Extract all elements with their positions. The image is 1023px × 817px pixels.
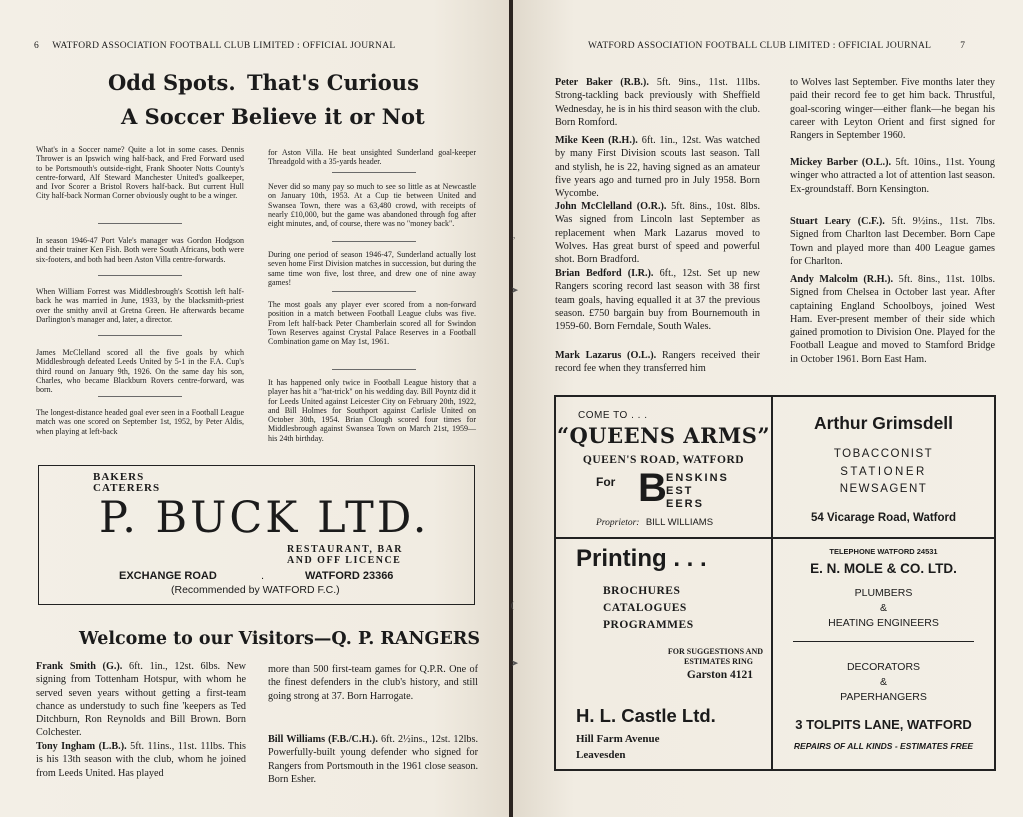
castle-company: H. L. Castle Ltd. xyxy=(576,705,716,726)
player-details: more than 500 first-team games for Q.P.R. One of the finest defenders in the club's history, and still going strong at 37. Born Harrogate. xyxy=(268,664,478,702)
player-name: Mark Lazarus (O.L.). xyxy=(555,350,657,361)
mole-amp-1: & xyxy=(879,602,887,614)
mole-advert xyxy=(773,539,994,769)
queens-name: “QUEENS ARMS” xyxy=(556,423,771,448)
left-header xyxy=(34,41,395,51)
margin-mark: ‏( xyxy=(511,600,514,610)
mole-trade-2: HEATING ENGINEERS xyxy=(828,617,939,629)
player-brian-bedford xyxy=(555,267,760,333)
player-tony-ingham xyxy=(36,740,246,780)
proprietor-label: Proprietor: xyxy=(596,518,640,528)
right-page xyxy=(513,0,1023,817)
buck-bakers: BAKERS xyxy=(93,471,145,483)
buck-services-1: RESTAURANT, BAR xyxy=(287,544,404,555)
player-name: Andy Malcolm (R.H.). xyxy=(790,274,894,285)
welcome-title: Welcome to our Visitors—Q. P. RANGERS xyxy=(79,629,480,649)
player-details: 5ft. 9½ins., 11st. 7lbs. Signed from Charlton last December. Born Cape Town and played more than 400 League games for Charlton. xyxy=(790,216,995,267)
queens-road: QUEEN'S ROAD, WATFORD xyxy=(582,454,745,466)
printing-line-1: BROCHURES xyxy=(603,585,681,597)
castle-address-2: Leavesden xyxy=(576,749,626,761)
player-mickey-barber xyxy=(790,156,995,196)
player-bill-williams xyxy=(268,733,478,786)
odd-spot-2: In season 1946-47 Port Vale's manager was Gordon Hodgson and their trainer Ken Fish. Both were South Africans, both were six-footers, and both had been Aston Villa centre-forwards. xyxy=(36,236,244,264)
printing-phone: Garston 4121 xyxy=(686,669,753,681)
mole-trade-1: PLUMBERS xyxy=(854,587,913,599)
buck-phone: WATFORD 23366 xyxy=(305,570,394,582)
player-name: Bill Williams (F.B./C.H.). xyxy=(268,734,378,745)
mole-name: E. N. MOLE & CO. LTD. xyxy=(810,561,957,576)
player-details: to Wolves last September. Five months later they paid their record fee to get him back. Thrustful, goal-scoring winger—either flank—he began his career with Leyton Orient and first signed for Rangers in September 1960. xyxy=(790,77,995,142)
buck-services-2: AND OFF LICENCE xyxy=(287,555,402,566)
queens-for: For xyxy=(596,475,616,489)
player-details: 5ft. 10ins., 11st. Young winger who attracted a lot of attention last season. Ex-groundstaff. Born Kensington. xyxy=(790,157,995,195)
mole-address: 3 TOLPITS LANE, WATFORD xyxy=(795,717,972,732)
page-number: 6 xyxy=(34,41,40,51)
right-header xyxy=(588,41,965,51)
divider xyxy=(332,172,416,173)
article-title-a: Odd Spots. xyxy=(108,70,236,95)
grimsdell-name: Arthur Grimsdell xyxy=(813,413,954,433)
buck-caterers: CATERERS xyxy=(93,482,161,494)
castle-address-1: Hill Farm Avenue xyxy=(576,733,660,745)
journal-header: WATFORD ASSOCIATION FOOTBALL CLUB LIMITED : OFFICIAL JOURNAL xyxy=(588,41,931,51)
odd-spot-7: Never did so many pay so much to see so little as at Newcastle on January 10th, 1953. At a Cup tie between United and Swansea Town, there was a 63,480 crowd, with receipts of nearly £10,000, but the game was abandoned through fog after eight minutes, and, of course, there was no "money back". xyxy=(268,182,476,229)
printing-suggestions-2: ESTIMATES RING xyxy=(684,657,753,666)
grimsdell-line-3: NEWSAGENT xyxy=(839,483,928,495)
odd-spot-6: for Aston Villa. He beat unsighted Sunderland goal-keeper Threadgold with a 35-yards header. xyxy=(268,148,476,167)
queens-proprietor xyxy=(596,517,713,528)
odd-spot-5: The longest-distance headed goal ever seen in a Football League match was one scored on September 1st, 1952, by Peter Aldis, when playing at left-back xyxy=(36,408,244,436)
player-details: 6ft. 2½ins., 12st. 12lbs. Powerfully-built young defender who signed for Rangers from Portsmouth in the 1961 close season. Born Esher. xyxy=(268,734,479,785)
divider xyxy=(332,291,416,292)
benskins-b-logo: B xyxy=(638,466,667,510)
margin-mark: ➤ xyxy=(511,285,519,295)
proprietor-name: BILL WILLIAMS xyxy=(645,517,714,528)
player-mike-keen xyxy=(555,134,760,200)
player-stuart-leary xyxy=(790,215,995,268)
grimsdell-address: 54 Vicarage Road, Watford xyxy=(810,512,957,524)
odd-spot-8: During one period of season 1946-47, Sunderland actually lost seven home First Division matches in succession, but during the same time won five, lost three, and drew one of nine away games! xyxy=(268,250,476,287)
divider xyxy=(98,275,182,276)
benskins-line-3: EERS xyxy=(666,498,704,510)
divider xyxy=(332,369,416,370)
buck-recommendation: (Recommended by WATFORD F.C.) xyxy=(171,584,340,596)
player-details: 5ft. 8ins., 11st. 10lbs. Signed from Chelsea in October last year. After captaining England Schoolboys, joined West Ham. Ever-present member of their side which gained promotion to Division One. Played for the Football League and moved to Stamford Bridge in October 1961. Born East Ham. xyxy=(790,274,996,365)
player-john-mcclelland xyxy=(555,200,760,266)
odd-spot-1: What's in a Soccer name? Quite a lot in some cases. Dennis Thrower is an Ipswich wing half-back, and Fred Forward used to be Portsmouth's outside-right, Frank Shooter Notts County's centre-forward, Alf Steward Manchester United's goalkeeper, and Ivor Scorer a Bristol Rovers half-back. But current Hull City half-back Norman Corner obviously ought to be a winger. xyxy=(36,145,244,201)
buck-advert xyxy=(38,465,475,605)
queens-come-to: COME TO . . . xyxy=(578,410,648,421)
player-name: John McClelland (O.R.). xyxy=(555,201,667,212)
queens-arms-advert xyxy=(556,397,771,537)
grimsdell-advert xyxy=(773,397,994,537)
player-name: Peter Baker (R.B.). xyxy=(555,77,649,88)
adverts-block xyxy=(554,395,996,771)
mole-telephone: TELEPHONE WATFORD 24531 xyxy=(829,547,938,556)
player-name: Brian Bedford (I.R.). xyxy=(555,268,654,279)
divider xyxy=(98,396,182,397)
divider xyxy=(98,223,182,224)
player-details: 6ft., 12st. Set up new Rangers scoring record last season with 38 first team goals, having equalled it at 37 the previous season. £750 bargain buy from Bournemouth in 1959-60. Born Ferndale, South Wales. xyxy=(555,268,761,333)
buck-name: P. BUCK LTD. xyxy=(99,493,430,543)
player-details: 6ft. 1in., 12st. 6lbs. New signing from Tottenham Hotspur, with whom he served seven years without getting a first-team chance as understudy to such fine 'keepers as Ted Ditchburn, Ron Reynolds and Bill Brown. Born Colchester. xyxy=(36,661,246,739)
mole-divider xyxy=(793,641,974,642)
player-details: Rangers received their record fee when they transferred him xyxy=(555,350,760,375)
player-name: Mike Keen (R.H.). xyxy=(555,135,638,146)
player-ingham-cont xyxy=(268,663,478,703)
mole-amp-2: & xyxy=(879,676,887,688)
benskins-line-2: EST xyxy=(666,485,694,497)
player-details: 5ft. 9ins., 11st. 11lbs. Strong-tackling back previously with Sheffield Wednesday, he is in his third season with the club. Born Romford. xyxy=(555,77,760,128)
page-number: 7 xyxy=(960,41,966,51)
printing-suggestions-1: FOR SUGGESTIONS AND xyxy=(667,647,763,656)
player-name: Tony Ingham (L.B.). xyxy=(36,741,127,752)
player-andy-malcolm xyxy=(790,273,995,366)
odd-spot-9: The most goals any player ever scored from a non-forward position in a match between Football League clubs was five. From left half-back Peter Chamberlain scored all for Swindon Town Reserves against Crystal Palace Reserves in a Football Combination game on May 1st, 1961. xyxy=(268,300,476,347)
mole-repairs: REPAIRS OF ALL KINDS - ESTIMATES FREE xyxy=(793,741,974,751)
grimsdell-line-1: TOBACCONIST xyxy=(833,448,934,460)
player-peter-baker xyxy=(555,76,760,129)
player-name: Stuart Leary (C.F.). xyxy=(790,216,885,227)
player-mark-lazarus xyxy=(555,349,760,376)
odd-spot-4: James McClelland scored all the five goals by which Middlesbrough defeated Leeds United by 5-1 in the F.A. Cup's third round on January 9th, 1926. On the same day his son, Charles, who became Blackburn Rovers centre-forward, was born. xyxy=(36,348,244,395)
player-name: Frank Smith (G.). xyxy=(36,661,123,672)
printing-advert xyxy=(556,539,771,769)
printing-line-2: CATALOGUES xyxy=(603,602,687,614)
mole-trade-4: PAPERHANGERS xyxy=(840,691,927,703)
player-frank-smith xyxy=(36,660,246,740)
divider xyxy=(332,241,416,242)
odd-spot-3: When William Forrest was Middlesbrough's Scottish left half-back he was married in June, 1933, by the blacksmith-priest over the smithy anvil at Gretna Green. He afterwards became Darlington's manager and, later, a director. xyxy=(36,287,244,324)
buck-dot: . xyxy=(261,570,265,582)
player-name: Mickey Barber (O.L.). xyxy=(790,157,892,168)
article-title-b: That's Curious xyxy=(247,70,419,95)
player-details: 5ft. 11ins., 11st. 11lbs. This is his 13th season with the club, whom he joined from Leeds United. Has played xyxy=(36,741,247,779)
grimsdell-line-2: STATIONER xyxy=(840,466,927,478)
divider xyxy=(98,335,182,336)
player-details: 6ft. 1in., 12st. Was watched by many First Division scouts last season. Tall and stylish, he is 22, having signed as an amateur five years ago and turned pro in July 1958. Born Wycombe. xyxy=(555,135,761,200)
mole-trade-3: DECORATORS xyxy=(846,661,921,673)
player-details: 5ft. 8ins., 10st. 8lbs. Was signed from Lincoln last September as replacement when Mark Lazarus moved to Wolves. Has great burst of speed and powerful shot. Born Bradford. xyxy=(555,201,760,266)
odd-spot-10: It has happened only twice in Football League history that a player has hit a "hat-trick" on his wedding day. Bill Poyntz did it for Leeds United against Leicester City on February 20th, 1922, and Bill Holmes for Southport against Carlisle United on October 30th, 1954. Brian Clough scored four times for Middlesbrough against Swansea Town on March 21st, 1959—his 24th birthday. xyxy=(268,378,476,443)
benskins-line-1: ENSKINS xyxy=(666,472,729,484)
article-subtitle: A Soccer Believe it or Not xyxy=(121,104,425,129)
margin-mark: ➤ xyxy=(511,658,519,668)
journal-header: WATFORD ASSOCIATION FOOTBALL CLUB LIMITED : OFFICIAL JOURNAL xyxy=(52,41,396,51)
left-page xyxy=(0,0,509,817)
buck-address: EXCHANGE ROAD xyxy=(119,570,217,582)
printing-line-3: PROGRAMMES xyxy=(603,619,694,631)
player-lazarus-cont xyxy=(790,76,995,142)
printing-title: Printing . . . xyxy=(576,545,707,572)
margin-mark: , xyxy=(513,230,516,240)
